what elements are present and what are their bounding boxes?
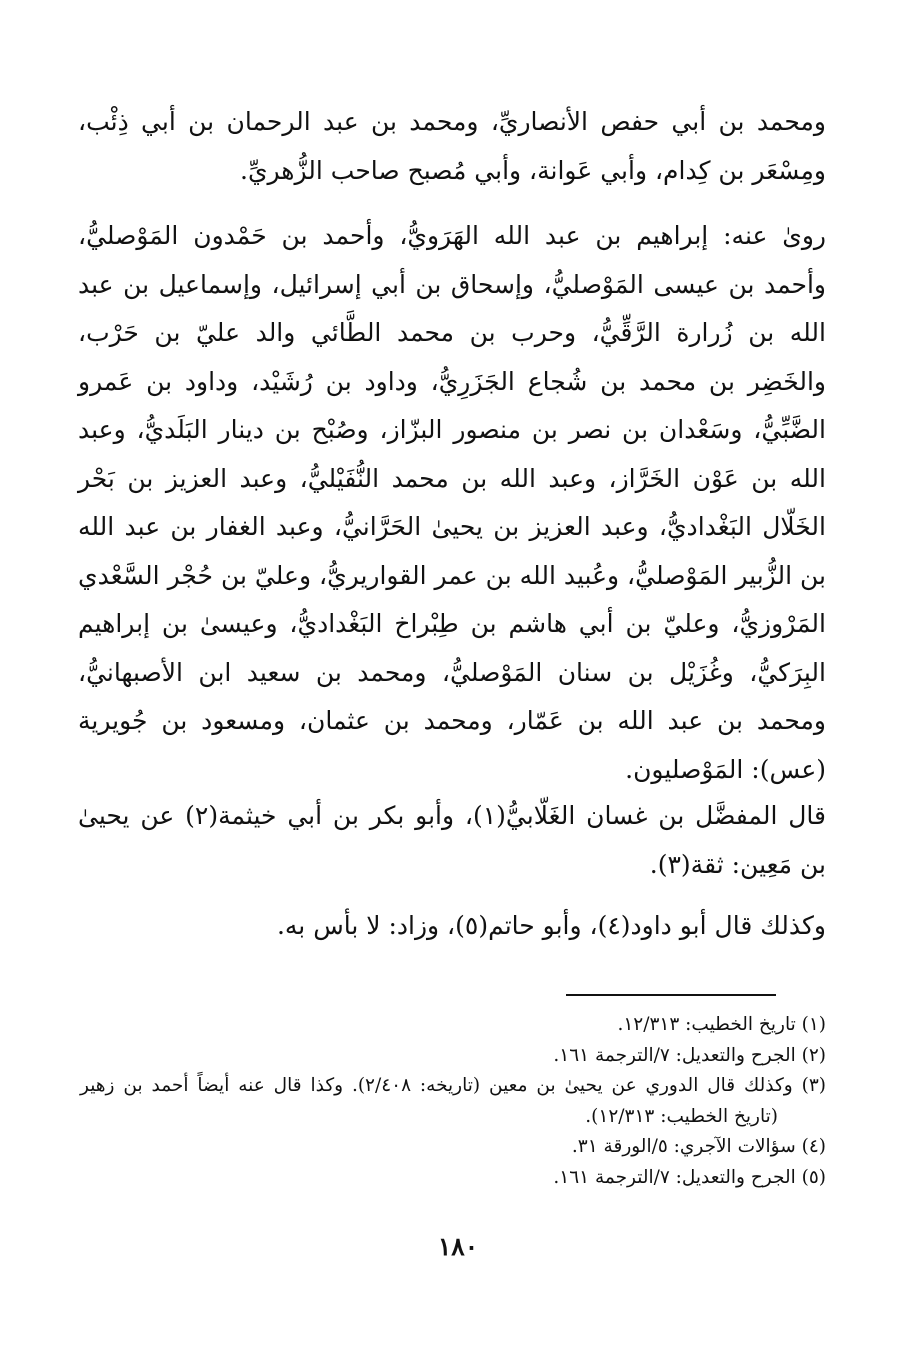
footnote-5: (٥) الجرح والتعديل: ٧/الترجمة ١٦١. — [553, 1166, 826, 1188]
paragraph-narrators-from-him — [78, 212, 826, 794]
paragraph-text: روىٰ عنه: إبراهيم بن عبد الله الهَرَويُّ، وأحمد بن حَمْدون المَوْصليُّ، وأحمد بن عيسى المَوْصليُّ، وإسحاق بن أبي إسرائيل، وإسماعيل بن عبد الله بن زُرارة الرَّقِّيُّ، وحرب بن محمد الطَّائي والد عليّ بن حَرْب، والخَضِر بن محمد بن شُجاع الجَزَرِيُّ، وداود بن رُشَيْد، وداود بن عَمرو الضَّبِّيُّ، وسَعْدان بن نصر بن منصور البزّاز، وصُبْح بن دينار البَلَديُّ، وعبد الله بن عَوْن الخَرَّاز، وعبد الله بن محمد النُّفَيْليُّ، وعبد العزيز بن بَحْر الخَلّال البَغْداديُّ، وعبد العزيز بن يحيىٰ الحَرَّانيُّ، وعبد الغفار بن عبد الله بن الزُّبير المَوْصليُّ، وعُبيد الله بن عمر القواريريُّ، وعليّ بن حُجْر السَّعْدي المَرْوزيُّ، وعليّ بن أبي هاشم بن طِبْراخ البَغْداديُّ، وعيسىٰ بن إبراهيم البِرَكيُّ، وغُزَيْل بن سنان المَوْصليُّ، ومحمد بن سعيد ابن الأصبهانيُّ، ومحمد بن عبد الله بن عَمّار، ومحمد بن عثمان، ومسعود بن جُويرية (عس): المَوْصليون. — [78, 221, 826, 784]
paragraph-text: ومحمد بن أبي حفص الأنصاريِّ، ومحمد بن عبد الرحمان بن أبي ذِئْب، ومِسْعَر بن كِدام، وأبي عَوانة، وأبي مُصبح صاحب الزُّهريِّ. — [78, 107, 826, 185]
paragraph-text: قال المفضَّل بن غسان الغَلّابيُّ(١)، وأبو بكر بن أبي خيثمة(٢) عن يحيىٰ بن مَعِين: ثقة(٣). — [78, 801, 827, 879]
paragraph-teachers-continued — [78, 98, 826, 195]
footnote-3: (٣) وكذلك قال الدوري عن يحيىٰ بن معين (تاريخه: ٢/٤٠٨). وكذا قال عنه أيضاً أحمد بن زهير (تاريخ الخطيب: ١٢/٣١٣). — [80, 1075, 826, 1127]
paragraph-ibn-main-verdict — [78, 792, 826, 889]
page-number: ١٨٠ — [437, 1232, 479, 1261]
paragraph-abu-dawud-abu-hatim — [78, 902, 826, 951]
footnote-4: (٤) سؤالات الآجري: ٥/الورقة ٣١. — [571, 1136, 826, 1157]
footnote-2: (٢) الجرح والتعديل: ٧/الترجمة ١٦١. — [553, 1044, 826, 1066]
footnote-divider — [566, 994, 776, 996]
paragraph-text: وكذلك قال أبو داود(٤)، وأبو حاتم(٥)، وزاد: لا بأس به. — [276, 911, 826, 940]
footnote-1: (١) تاريخ الخطيب: ١٢/٣١٣. — [617, 1014, 826, 1035]
footnotes-section — [80, 1010, 826, 1193]
